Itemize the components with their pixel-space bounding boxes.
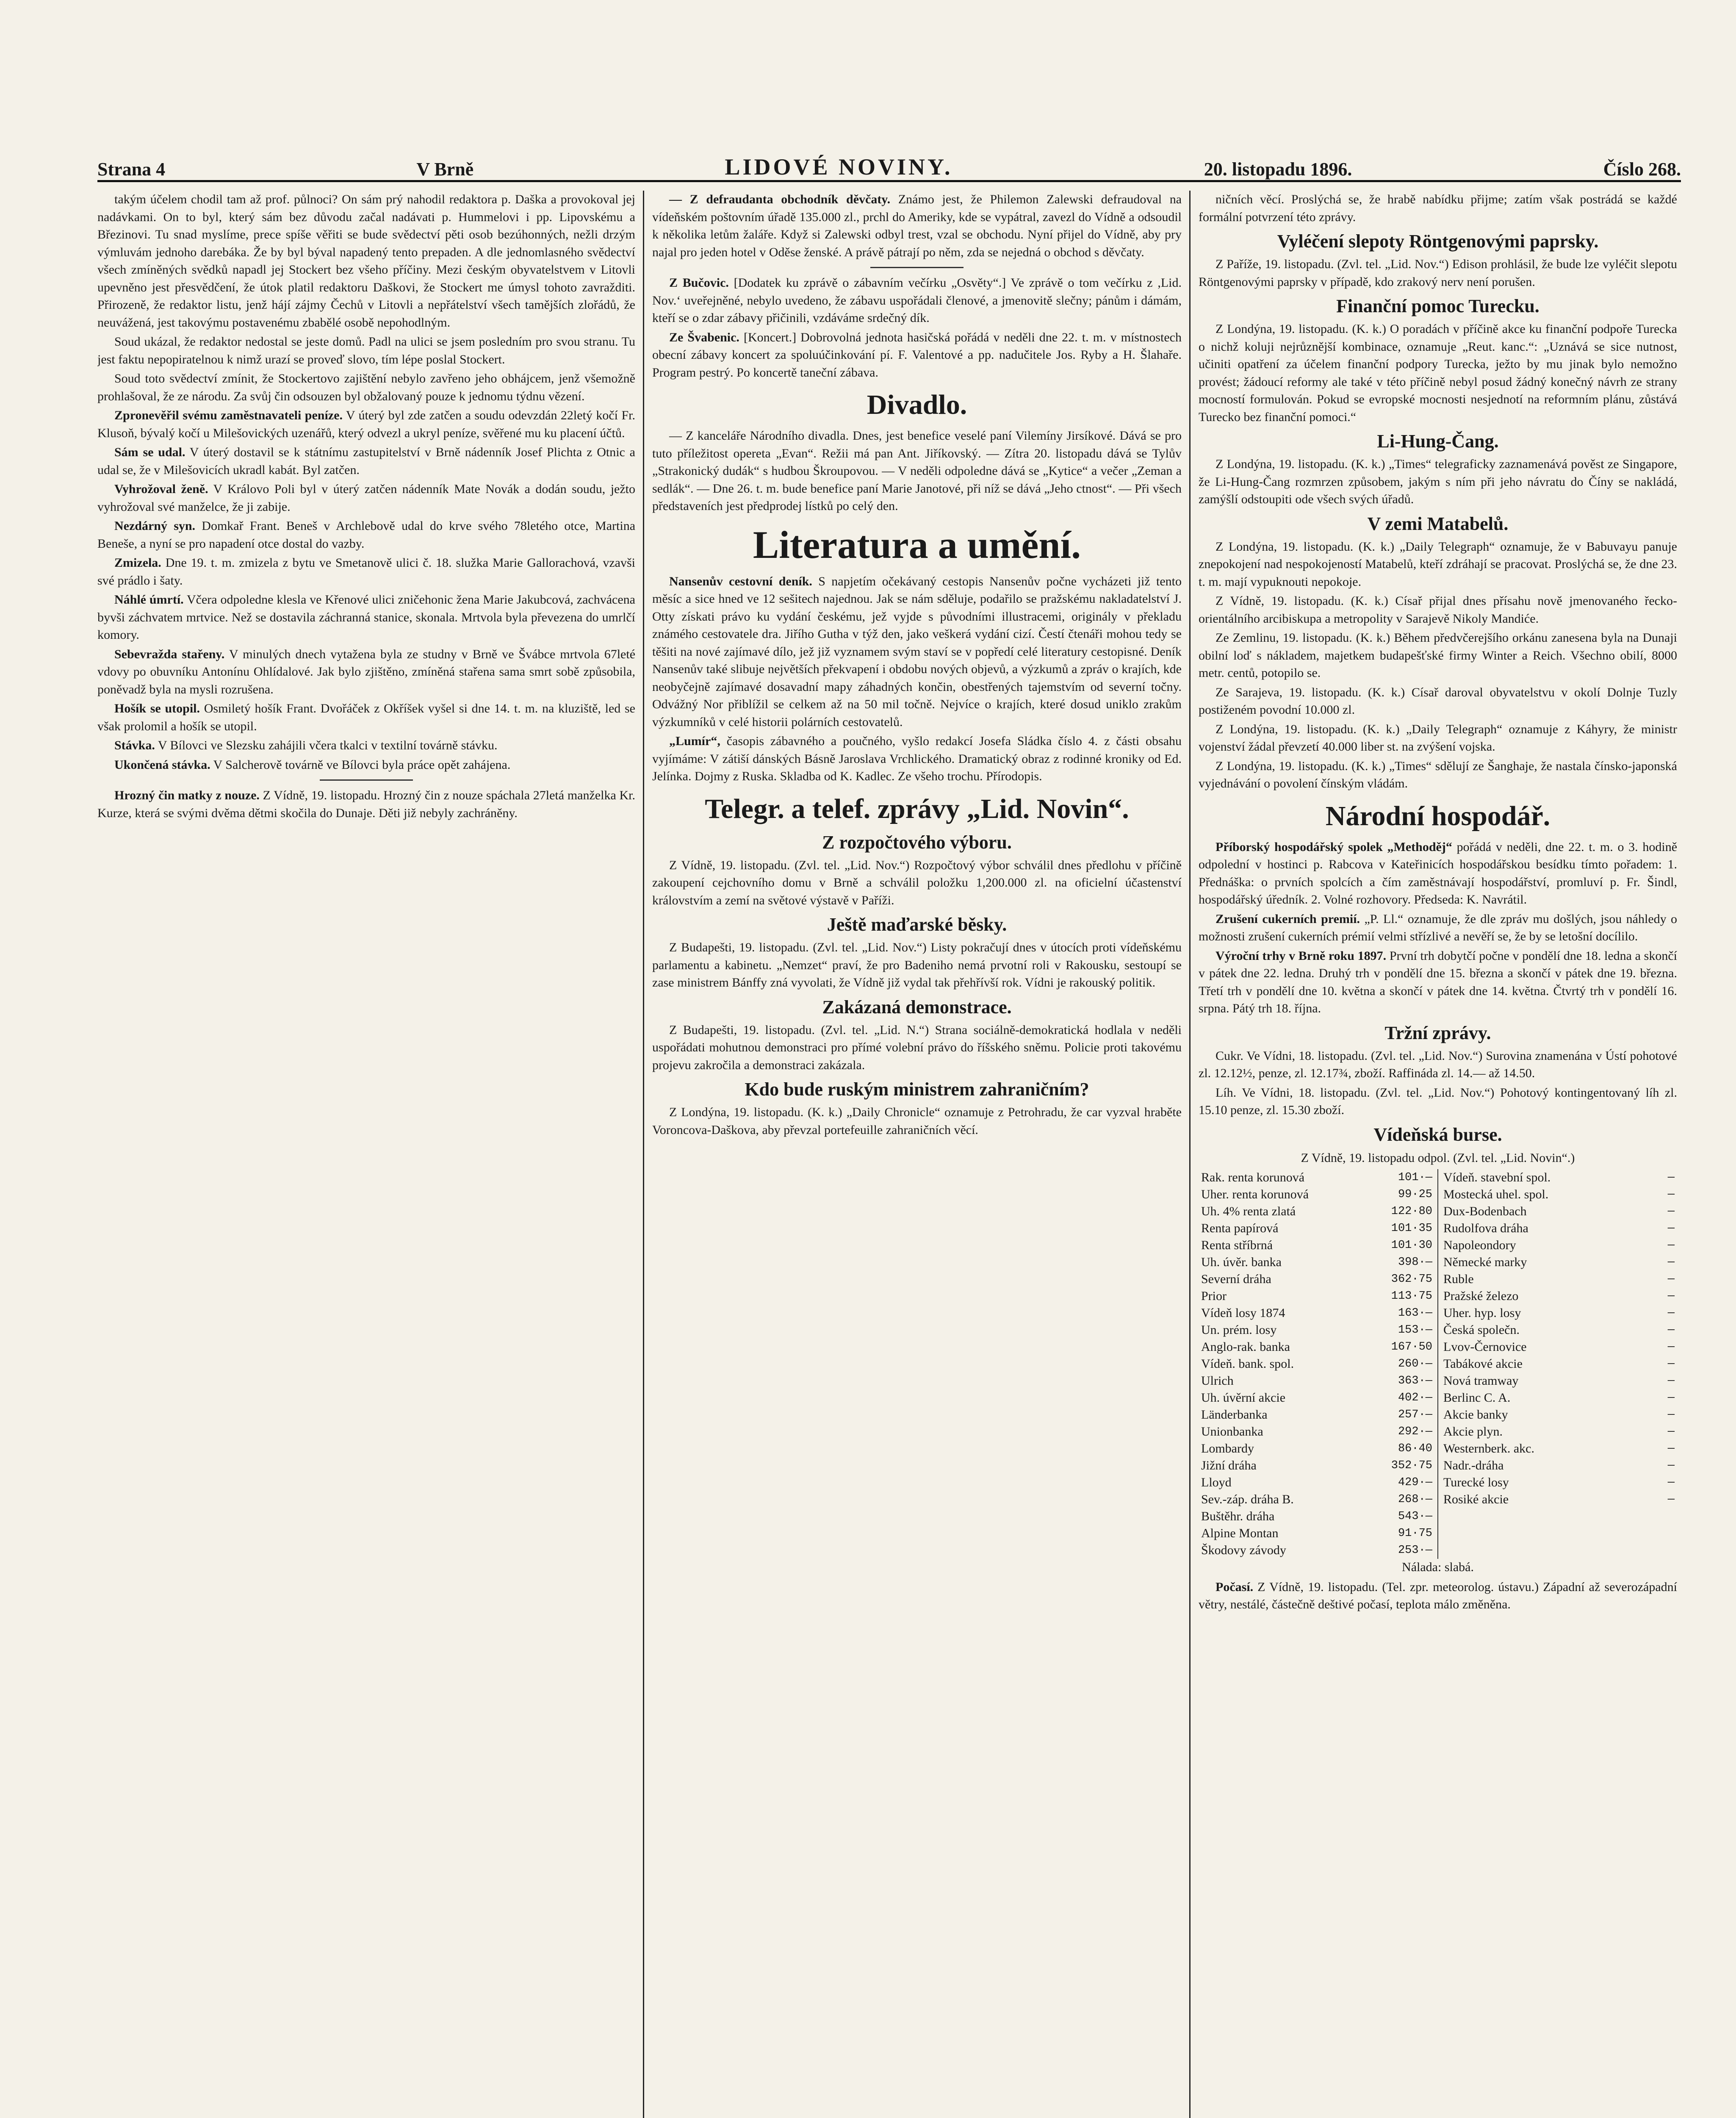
exchange-row: [1441, 1237, 1677, 1254]
exchange-row: [1199, 1474, 1435, 1491]
security-name: Severní dráha: [1201, 1272, 1271, 1286]
news-headline: Hošík se utopil.: [114, 701, 200, 715]
security-name: Německé marky: [1443, 1255, 1527, 1269]
security-price: 101·35: [1391, 1222, 1432, 1235]
exchange-row: [1199, 1322, 1435, 1339]
security-price: —: [1667, 1272, 1675, 1286]
news-text: časopis zábavného a poučného, vyšlo redakcí Josefa Sládka číslo 4. z části obsahu vyjímáme: V zátiší dánských Básně Jaroslava Vrchlického. Dramatický obraz z rodinné kroniky od Ed. Jelínka. Dojmy z Ruska. Skladba od K. Kadlec. Ze všeho trochu. Přírodopis.: [652, 734, 1182, 783]
security-name: Uh. úvěr. banka: [1201, 1255, 1282, 1269]
news-text: Z Budapešti, 19. listopadu. (Zvl. tel. „Lid. N.“) Strana sociálně-demokratická hodlala v neděli uspořádati mohutnou demonstraci pro přímé volební právo do říšského sněmu. Policie proti takovému projevu zakročila a demonstraci zakázala.: [652, 1023, 1182, 1072]
news-text: V Královo Poli byl v úterý zatčen nádenník Mate Novák a dodán soudu, ježto vyhrožoval své manželce, že ji zabije.: [97, 482, 635, 514]
exchange-row: [1199, 1389, 1435, 1406]
security-price: 113·75: [1391, 1289, 1432, 1303]
news-headline: Zrušení cukerních premií.: [1215, 912, 1360, 926]
security-price: —: [1667, 1340, 1675, 1353]
news-text: S napjetím očekávaný cestopis Nansenův počne vycházeti již tento měsíc a sice hned ve 12 sešitech najednou. Jak se nám sděluje, podařilo se pražskému nakladatelství J. Otty získati právo ku vydání českému, jež vyjde s původními illustracemi, originály v překladu známého cestovatele dra. Jiřího Gutha v týž den, jako veškerá vydání cizí. Čestí čtenáři mohou tedy se těšiti na nové zajímavé dílo, jež již vyznamem svým staví se v popředí celé literatury cestopisné. Deník Nansenův také slibuje největších překvapení i obdobu nových objevů, a výzkumů a zpráv o krajích, kde neobyčejně zajímavé dosavadní mapy záhadných končin, obestřených tajemstvím od severní točny. Odvážný Nor přiblížil se celkem až na 50 mil točně. Nejvíce o krajích, které dosud uniklo zrakům výzkumníků v celé historii polárních cestovatelů.: [652, 574, 1182, 729]
issue-date: 20. listopadu 1896.: [1204, 159, 1352, 180]
exchange-column-left: [1199, 1169, 1435, 1559]
security-price: 257·—: [1398, 1408, 1432, 1421]
issue-number: Číslo 268.: [1603, 159, 1681, 180]
security-name: Alpine Montan: [1201, 1526, 1279, 1540]
security-name: Uh. úvěrní akcie: [1201, 1390, 1286, 1405]
security-price: —: [1667, 1459, 1675, 1472]
news-headline: Vyléčení slepoty Röntgenovými paprsky.: [1277, 231, 1599, 252]
news-headline: Sám se udal.: [114, 445, 186, 459]
security-price: —: [1667, 1239, 1675, 1252]
security-name: Berlinc C. A.: [1443, 1390, 1511, 1405]
exchange-row: [1441, 1457, 1677, 1474]
security-price: —: [1667, 1391, 1675, 1404]
security-name: Turecké losy: [1443, 1475, 1509, 1489]
news-text: ničních věcí. Proslýchá se, že hrabě nabídku přijme; zatím však postrádá se každé formální potvrzení této zprávy.: [1199, 192, 1677, 224]
security-name: Sev.-záp. dráha B.: [1201, 1492, 1294, 1506]
exchange-row: [1441, 1474, 1677, 1491]
column-2: [652, 191, 1182, 2118]
news-text: Známo jest, že Philemon Zalewski defraudoval na vídeňském poštovním úřadě 135.000 zl., prchl do Ameriky, kde se vypátral, zavezl do Vídně a odsoudil k několika letům žaláře. Když si Zalewski odbyl trest, vzal se obchodu. Nyní přijel do Vídně, aby pry najal pro jeden hotel v Oděse ženské. A právě pátrají po něm, zda se nejedná o obchod s děvčaty.: [652, 192, 1182, 259]
security-name: Akcie banky: [1443, 1407, 1508, 1422]
exchange-row: [1199, 1169, 1435, 1186]
security-name: Rosiké akcie: [1443, 1492, 1509, 1506]
security-name: Lloyd: [1201, 1475, 1232, 1489]
news-text: V Bílovci ve Slezsku zahájili včera tkalci v textilní továrně stávku.: [158, 738, 498, 752]
security-name: Rak. renta korunová: [1201, 1170, 1305, 1184]
security-price: 153·—: [1398, 1323, 1432, 1336]
news-text: V úterý dostavil se k státnímu zastupitelství v Brně nádenník Josef Plichta z Otnic a udal se, že v Milešovicích ukradl kabát. Byl zatčen.: [97, 445, 635, 477]
exchange-row: [1441, 1186, 1677, 1203]
exchange-row: [1199, 1288, 1435, 1305]
security-name: Akcie plyn.: [1443, 1424, 1503, 1439]
exchange-row: [1199, 1305, 1435, 1322]
security-price: —: [1667, 1188, 1675, 1201]
security-price: 429·—: [1398, 1476, 1432, 1489]
exchange-row: [1441, 1169, 1677, 1186]
security-name: Renta stříbrná: [1201, 1238, 1273, 1252]
masthead-title: LIDOVÉ NOVINY.: [725, 154, 953, 180]
security-price: —: [1667, 1205, 1675, 1218]
article-paragraph: Soud toto svědectví zmínit, že Stockertovo zajištění nebylo zavřeno jeho obhájcem, jenž všemožně prohlašoval, že ze národu. Za svůj čin odsouzen byl obžalovaný pouze k jednomu týdnu vězení.: [97, 371, 635, 403]
place: V Brně: [416, 159, 474, 180]
page-header: [97, 150, 1681, 182]
stock-exchange-table: [1199, 1123, 1677, 1576]
exchange-row: [1199, 1254, 1435, 1271]
page-number: Strana 4: [97, 159, 166, 180]
exchange-row: [1199, 1237, 1435, 1254]
security-name: Westernberk. akc.: [1443, 1441, 1534, 1455]
news-text: V úterý byl zde zatčen a soudu odevzdán 22letý kočí Fr. Klusoň, bývalý kočí u Milešovických uzenářů, který odvezl a ukryl peníze, svěřené mu ku placení účtů.: [97, 408, 635, 440]
news-text: Včera odpoledne klesla ve Křenové ulici zničehonic žena Marie Jakubcová, zachvácena byvši záchvatem mrtvice. Než se dostavila záchranná stanice, skonala. Mrtvola byla převezena do umrlčí komory.: [97, 593, 635, 642]
news-text: Cukr. Ve Vídni, 18. listopadu. (Zvl. tel. „Lid. Nov.“) Surovina znamenána v Ústí pohotové zl. 12.12½, penze, zl. 12.17¾, zboží. Raffináda zl. 14.— až 14.50.: [1199, 1048, 1677, 1080]
news-headline: Počasí.: [1215, 1580, 1254, 1594]
news-text: Z Londýna, 19. listopadu. (K. k.) „Times“ telegraficky zaznamenává pověst ze Singapore, že Li-Hung-Čang rozmrzen způsobem, jakým s ním při jeho návratu do Číny se nakládá, zamýšlí odstoupiti ode všech svých úřadů.: [1199, 457, 1677, 506]
security-name: Ruble: [1443, 1272, 1474, 1286]
security-name: Buštěhr. dráha: [1201, 1509, 1275, 1523]
security-name: Rudolfova dráha: [1443, 1221, 1528, 1235]
exchange-row: [1441, 1305, 1677, 1322]
news-headline: Zakázaná demonstrace.: [822, 996, 1012, 1017]
exchange-row: [1441, 1406, 1677, 1423]
security-price: —: [1667, 1408, 1675, 1421]
news-text: Ze Zemlinu, 19. listopadu. (K. k.) Během předvčerejšího orkánu zanesena byla na Dunaji obilní loď s nákladem, majetkem budapešťské firmy Winter a Reich. Všechno obilí, 8000 metr. centů, potopilo se.: [1199, 631, 1677, 680]
security-name: Länderbanka: [1201, 1407, 1268, 1422]
news-text: Dne 19. t. m. zmizela z bytu ve Smetanově ulici č. 18. služka Marie Gallorachová, vzavši své prádlo i šaty.: [97, 556, 635, 588]
column-divider: [643, 191, 644, 2118]
news-headline: Zmizela.: [114, 556, 161, 570]
exchange-row: [1199, 1508, 1435, 1525]
exchange-row: [1199, 1542, 1435, 1559]
security-name: Anglo-rak. banka: [1201, 1339, 1290, 1354]
security-price: 398·—: [1398, 1256, 1432, 1269]
security-price: 122·80: [1391, 1205, 1432, 1218]
security-price: —: [1667, 1171, 1675, 1184]
security-price: 402·—: [1398, 1391, 1432, 1404]
security-price: 163·—: [1398, 1306, 1432, 1320]
security-price: —: [1667, 1256, 1675, 1269]
news-text: Z Vídně, 19. listopadu. (Tel. zpr. meteorolog. ústavu.) Západní až severozápadní větry, nestálé, částečně deštivé počasí, teplota málo změněna.: [1199, 1580, 1677, 1611]
exchange-row: [1441, 1339, 1677, 1356]
exchange-row: [1199, 1406, 1435, 1423]
article-paragraph: takým účelem chodil tam až prof. půlnoci? On sám prý nahodil redaktora p. Daška a provokoval jej nadávkami. On to byl, který sám bez důvodu začal nadávati p. Hummelovi i pp. Lipovskému a Březinovi. Tu snad myslíme, prece spíše věřiti se bude svědectví pěti osob bezúhonných, nežli drzým výmluvám jednoho darebáka. Že by byl býval napadený tento prepaden. A dle jednomlasného svědectví všech zmíněných svědků napadl jej Stockert bez všeho příčiny. Mezi českým obyvatelstvem v Litovli upevněno jest přesvědčení, že útok platil redaktoru Daškovi, že Stockert me úmysl tohoto zavražditi. Přirozeně, že redaktor listu, jenž hájí zájmy Čechů v Litovli a nepřátelství všech tamějších zlořádů, že neuvážená, jest takovýmu postavenému zbabělé osobě nepohodlným.: [97, 192, 635, 330]
exchange-row: [1199, 1440, 1435, 1457]
news-headline: „Lumír“,: [669, 734, 720, 748]
section-title-theatre: Divadlo.: [867, 389, 967, 420]
exchange-row: [1441, 1440, 1677, 1457]
news-headline: Stávka.: [114, 738, 155, 752]
news-text: Z Vídně, 19. listopadu. Hrozný čin z nouze spáchala 27letá manželka Kr. Kurze, která se svými dvěma dětmi skočila do Dunaje. Děti již nebyly zachráněny.: [97, 788, 635, 820]
news-headline: Z Bučovic.: [669, 276, 729, 290]
security-price: 352·75: [1391, 1459, 1432, 1472]
news-text: Líh. Ve Vídni, 18. listopadu. (Zvl. tel. „Lid. Nov.“) Pohotový kontingentovaný líh zl. 15.10 penze, zl. 15.30 zboží.: [1199, 1085, 1677, 1117]
exchange-row: [1441, 1220, 1677, 1237]
security-name: Ulrich: [1201, 1373, 1234, 1388]
separator: [320, 779, 413, 781]
security-price: —: [1667, 1374, 1675, 1387]
security-name: Dux-Bodenbach: [1443, 1204, 1527, 1218]
news-headline: Nezdárný syn.: [114, 519, 196, 533]
news-text: Z Londýna, 19. listopadu. (K. k.) O poradách v příčině akce ku finanční podpoře Turecka o nichž koluji nejrůznější kombinace, oznamuje „Reut. kanc.“: „Uznává se sice nutnost, učiniti opatření za účelem finanční podpory Turecka, ježto by mu jinak bylo nemožno provést; žádoucí reformy ale také v této příčině nebyl posud žádný konečný návrh ze strany mocností formulován. Pokud se evropské mocnosti nesjednotí na reformním plánu, zůstává Turecko bez finanční pomoci.“: [1199, 322, 1677, 424]
exchange-subtitle: Z Vídně, 19. listopadu odpol. (Zvl. tel. „Lid. Novin“.): [1301, 1150, 1575, 1165]
security-name: Mostecká uhel. spol.: [1443, 1187, 1549, 1201]
news-headline: Ze Švabenic.: [669, 330, 739, 344]
news-headline: Nansenův cestovní deník.: [669, 574, 812, 588]
exchange-row: [1441, 1389, 1677, 1406]
news-text: „P. Ll.“ oznamuje, že dle zpráv mu došlých, jsou náhledy o možnosti zrušení cukerních prémií velmi střízlivé a nevěří se, že by se letošní docílilo.: [1199, 912, 1677, 943]
news-headline: Zpronevěřil svému zaměstnavateli peníze.: [114, 408, 343, 422]
security-name: Uh. 4% renta zlatá: [1201, 1204, 1296, 1218]
security-name: Nadr.-dráha: [1443, 1458, 1504, 1472]
exchange-row: [1199, 1423, 1435, 1440]
news-text: Z Vídně, 19. listopadu. (K. k.) Císař přijal dnes přísahu nově jmenovaného řecko-orientálního arcibiskupa a metropolity v Sarajevě Nikoly Mandiće.: [1199, 594, 1677, 626]
news-headline: V zemi Matabelů.: [1367, 513, 1509, 534]
security-name: Vídeň. stavební spol.: [1443, 1170, 1551, 1184]
security-name: Un. prém. losy: [1201, 1322, 1277, 1337]
security-price: 91·75: [1398, 1527, 1432, 1540]
news-headline: Výroční trhy v Brně roku 1897.: [1215, 948, 1387, 963]
security-name: Prior: [1201, 1289, 1227, 1303]
exchange-row: [1441, 1254, 1677, 1271]
exchange-column-right: [1441, 1169, 1677, 1559]
news-text: Z Londýna, 19. listopadu. (K. k.) „Daily Telegraph“ oznamuje, že v Babuvayu panuje znepokojení nad nespokojeností Matabelů, kteří zdráhají se pracovat. Proslýchá se, že dne 23. t. m. mají vypuknouti nepokoje.: [1199, 539, 1677, 589]
security-name: Vídeň losy 1874: [1201, 1306, 1285, 1320]
news-text: pořádá v neděli, dne 22. t. m. o 3. hodině odpolední v hostinci p. Rabcova v Kateřinicích hospodářskou besídku tímto pořadem: 1. Přednáška: o prvních spolcích a čím zaměstnávají hospodářství, promluví p. Fr. Šindl, hospodářský úředník. 2. Volné rozhovory. Předseda: K. Navrátil.: [1199, 840, 1677, 907]
news-text: Z Paříže, 19. listopadu. (Zvl. tel. „Lid. Nov.“) Edison prohlásil, že bude lze vyléčit slepotu Röntgenovými paprsky v případě, kdo zrakový nerv není porušen.: [1199, 257, 1677, 289]
news-headline: Z rozpočtového výboru.: [822, 832, 1012, 853]
section-title-telegraph: Telegr. a telef. zprávy „Lid. Novin“.: [705, 793, 1129, 824]
news-headline: Ukončená stávka.: [114, 757, 210, 772]
exchange-row: [1441, 1322, 1677, 1339]
exchange-row: [1199, 1372, 1435, 1389]
exchange-row: [1441, 1288, 1677, 1305]
news-headline: Tržní zprávy.: [1384, 1022, 1491, 1043]
news-headline: Náhlé úmrtí.: [114, 593, 184, 607]
news-headline: Ještě maďarské běsky.: [827, 914, 1007, 935]
article-paragraph: Soud ukázal, že redaktor nedostal se jeste domů. Padl na ulici se jsem posledním pro svou stranu. Tu jest faktu nepopiratelnou k nimž urazí se proveď slovo, tím lépe poslal Stockert.: [97, 335, 635, 366]
security-price: 543·—: [1398, 1510, 1432, 1523]
news-text: Z Londýna, 19. listopadu. (K. k.) „Daily Telegraph“ oznamuje z Káhyry, že ministr vojenství žádal převzetí 40.000 liber st. na zvýšení vojska.: [1199, 722, 1677, 754]
security-price: 362·75: [1391, 1272, 1432, 1286]
exchange-row: [1199, 1339, 1435, 1356]
security-price: 167·50: [1391, 1340, 1432, 1353]
news-text: Z Vídně, 19. listopadu. (Zvl. tel. „Lid. Nov.“) Rozpočtový výbor schválil dnes předlohu v příčině zakoupení cejchovního domu v Brně a schválil položku 1,200.000 zl. na oficielní účastenství královstvím a zemí na světové výstavě v Paříži.: [652, 858, 1182, 907]
security-price: —: [1667, 1323, 1675, 1336]
security-name: Tabákové akcie: [1443, 1356, 1523, 1371]
security-price: —: [1667, 1442, 1675, 1455]
news-text: Ze Sarajeva, 19. listopadu. (K. k.) Císař daroval obyvatelstvu v okolí Dolnje Tuzly postiženém povodní 10.000 zl.: [1199, 685, 1677, 717]
news-text: V Salcherově továrně ve Bílovci byla práce opět zahájena.: [213, 757, 511, 772]
column-divider: [1437, 1169, 1438, 1559]
exchange-row: [1441, 1356, 1677, 1372]
exchange-row: [1441, 1423, 1677, 1440]
exchange-row: [1441, 1372, 1677, 1389]
news-headline: Finanční pomoc Turecku.: [1336, 296, 1539, 316]
security-price: —: [1667, 1289, 1675, 1303]
news-headline: Vyhrožoval ženě.: [114, 482, 208, 496]
security-price: —: [1667, 1425, 1675, 1438]
security-price: 363·—: [1398, 1374, 1432, 1387]
security-name: Lvov-Černovice: [1443, 1339, 1527, 1354]
news-text: První trh dobytčí počne v pondělí dne 18. ledna a skončí v pátek dne 22. ledna. Druhý trh v pondělí dne 15. března a skončí v pátek dne 19. března. Třetí trh v pondělí dne 10. května a skončí v pátek dne 14. května. Čtvrtý trh v pondělí 16. srpna. Pátý trh 18. října.: [1199, 948, 1677, 1015]
news-text: [Dodatek ku zprávě o zábavním večírku „Osvěty“.] Ve zprávě o tom večírku z ,Lid. Nov.‘ uveřejněné, nebylo uvedeno, že zábavu uspořádali členové, a jmenovitě slečny; pánům i dámám, kteří se o zdar zábavy přičinili, vzdáváme srdečný dík.: [652, 276, 1182, 325]
security-price: 101·30: [1391, 1239, 1432, 1252]
security-price: 260·—: [1398, 1357, 1432, 1370]
column-divider: [1189, 191, 1191, 2118]
security-price: 101·—: [1398, 1171, 1432, 1184]
news-headline: Kdo bude ruským ministrem zahraničním?: [745, 1079, 1089, 1100]
security-name: Škodovy závody: [1201, 1543, 1286, 1557]
security-name: Uher. renta korunová: [1201, 1187, 1309, 1201]
exchange-row: [1199, 1220, 1435, 1237]
news-text: [Koncert.] Dobrovolná jednota hasičská pořádá v neděli dne 22. t. m. v místnostech obecní zábavy koncert za spoluúčinkování pí. F. Valentové a pp. nadučitele Jos. Ryby a H. Šlahaře. Program pestrý. Po koncertě taneční zábava.: [652, 330, 1182, 380]
news-headline: Sebevražda stařeny.: [114, 647, 225, 661]
exchange-row: [1199, 1525, 1435, 1542]
security-price: —: [1667, 1306, 1675, 1320]
news-text: Z Londýna, 19. listopadu. (K. k.) „Times“ sdělují ze Šanghaje, že nastala čínsko-japonská vyjednávání o povolení čínským vládám.: [1199, 759, 1677, 790]
separator: [870, 267, 964, 268]
security-name: Vídeň. bank. spol.: [1201, 1356, 1294, 1371]
security-price: 99·25: [1398, 1188, 1432, 1201]
exchange-row: [1199, 1491, 1435, 1508]
news-text: V minulých dnech vytažena byla ze studny v Brně ve Švábce mrtvola 67leté vdovy po obuvníku Antonínu Ohlídalové. Jak bylo zjištěno, zmíněná stařena sama smrt sobě způsobila, poněvadž byla na mysli rozrušena.: [97, 647, 635, 696]
column-1: [97, 191, 635, 2118]
security-name: Jižní dráha: [1201, 1458, 1257, 1472]
security-name: Renta papírová: [1201, 1221, 1279, 1235]
exchange-row: [1441, 1203, 1677, 1220]
exchange-row: [1441, 1491, 1677, 1508]
security-name: Nová tramway: [1443, 1373, 1519, 1388]
section-title-economy: Národní hospodář.: [1325, 800, 1550, 832]
security-name: Pražské železo: [1443, 1289, 1519, 1303]
exchange-title: Vídeňská burse.: [1373, 1124, 1502, 1145]
exchange-mood: Nálada: slabá.: [1402, 1560, 1474, 1574]
security-name: Napoleondory: [1443, 1238, 1516, 1252]
security-price: —: [1667, 1222, 1675, 1235]
security-price: 268·—: [1398, 1493, 1432, 1506]
exchange-row: [1441, 1271, 1677, 1288]
security-price: 253·—: [1398, 1544, 1432, 1557]
security-price: —: [1667, 1357, 1675, 1370]
news-text: Z Budapešti, 19. listopadu. (Zvl. tel. „Lid. Nov.“) Listy pokračují dnes v útocích proti vídeňskému parlamentu a kabinetu. „Nemzet“ praví, že pro Badeniho nemá prvotní roli v Rakousku, sestoupí se zase ministrem Bánffy zná vyvolati, že Vídně již vydal tak přehřívší rok. Vídni je rakouský politik.: [652, 940, 1182, 990]
news-headline: Příborský hospodářský spolek „Methoděj“: [1215, 840, 1452, 854]
exchange-row: [1199, 1271, 1435, 1288]
column-3: [1199, 191, 1677, 2118]
security-price: —: [1667, 1493, 1675, 1506]
news-text: Osmiletý hošík Frant. Dvořáček z Okříšek vyšel si dne 14. t. m. na kluziště, led se však prolomil a hošík se utopil.: [97, 701, 635, 733]
news-headline: Hrozný čin matky z nouze.: [114, 788, 260, 802]
security-price: 292·—: [1398, 1425, 1432, 1438]
news-text: — Z kanceláře Národního divadla. Dnes, jest benefice veselé paní Vilemíny Jirsíkové. Dává se pro tuto příležitost opereta „Evan“. Režii má pan Ant. Jiříkovský. — Zítra 20. listopadu dává se Tylův „Strakonický dudák“ s hudbou Škroupovou. — V neděli odpoledne dává se „Kytice“ a večer „Zeman a sedlák“. — Dne 26. t. m. bude benefice paní Marie Janotové, při níž se dává „Jeho ctnost“. — Při všech představeních jest předprodej lístků po celý den.: [652, 429, 1182, 513]
security-price: —: [1667, 1476, 1675, 1489]
security-name: Lombardy: [1201, 1441, 1254, 1455]
security-name: Unionbanka: [1201, 1424, 1263, 1439]
security-name: Uher. hyp. losy: [1443, 1306, 1521, 1320]
news-text: Z Londýna, 19. listopadu. (K. k.) „Daily Chronicle“ oznamuje z Petrohradu, že car vyzval hraběte Voroncova-Daškova, aby převzal portefeuille zahraničních věcí.: [652, 1105, 1182, 1137]
news-headline: — Z defraudanta obchodník děvčaty.: [669, 192, 891, 206]
exchange-row: [1199, 1203, 1435, 1220]
exchange-row: [1199, 1186, 1435, 1203]
exchange-row: [1199, 1356, 1435, 1372]
security-price: 86·40: [1398, 1442, 1432, 1455]
security-name: Česká společn.: [1443, 1322, 1520, 1337]
news-text: Domkař Frant. Beneš v Archlebově udal do krve svého 78letého otce, Martina Beneše, a nyní se pro napadení otce dostal do vazby.: [97, 519, 635, 551]
news-headline: Li-Hung-Čang.: [1377, 431, 1499, 452]
exchange-row: [1199, 1457, 1435, 1474]
section-title-literature: Literatura a umění.: [753, 523, 1081, 566]
